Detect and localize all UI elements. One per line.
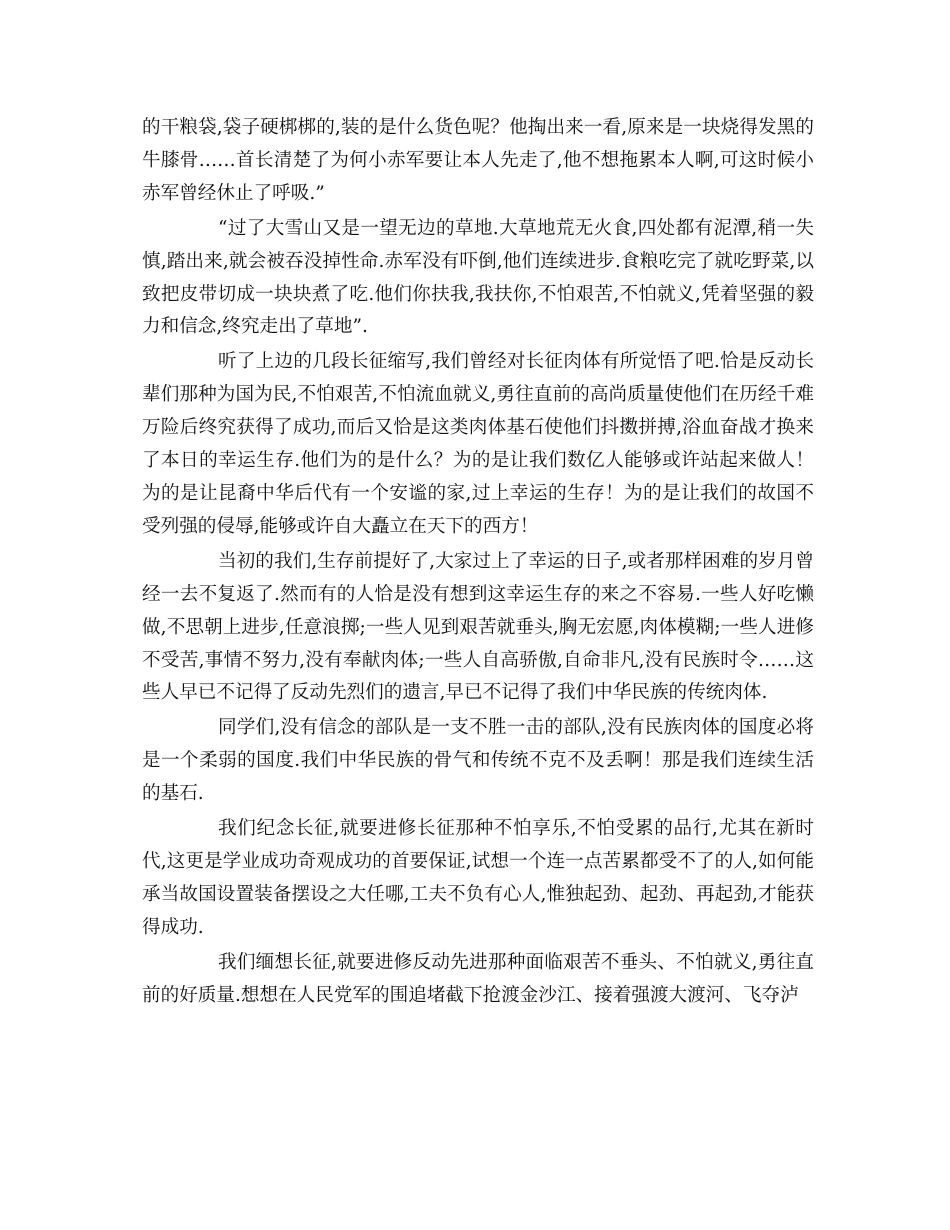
paragraph-3: 听了上边的几段长征缩写,我们曾经对长征肉体有所觉悟了吧.恰是反动长辈们那种为国为民,不怕艰苦,不怕流血就义,勇往直前的高尚质量使他们在历经千难万险后终究获得了成功,而后又恰是这类肉体基石使他们抖擞拼搏,浴血奋战才换来了本日的幸运生存.他们为的是什么？为的是让我们数亿人能够或许站起来做人！为的是让昆裔中华后代有一个安谧的家,过上幸运的生存！为的是让我们的故国不受列强的侵辱,能够或许自大矗立在天下的西方！: [142, 351, 814, 537]
paragraph-5: 同学们,没有信念的部队是一支不胜一击的部队,没有民族肉体的国度必将是一个柔弱的国度.我们中华民族的骨气和传统不克不及丢啊！那是我们连续生活的基石.: [142, 717, 814, 805]
paragraph-2: “过了大雪山又是一望无边的草地.大草地荒无火食,四处都有泥潭,稍一失慎,踏出来,就会被吞没掉性命.赤军没有吓倒,他们连续进步.食粮吃完了就吃野菜,以致把皮带切成一块块煮了吃.他们你扶我,我扶你,不怕艰苦,不怕就义,凭着坚强的毅力和信念,终究走出了草地”.: [142, 217, 814, 338]
document-body: [142, 112, 814, 1014]
paragraph-1: 的干粮袋,袋子硬梆梆的,装的是什么货色呢？他掏出来一看,原来是一块烧得发黑的牛膝骨……首长清楚了为何小赤军要让本人先走了,他不想拖累本人啊,可这时候小赤军曾经休止了呼吸.”: [142, 117, 814, 204]
paragraph-6: 我们纪念长征,就要进修长征那种不怕享乐,不怕受累的品行,尤其在新时代,这更是学业成功奇观成功的首要保证,试想一个连一点苦累都受不了的人,如何能承当故国设置装备摆设之大任哪,工夫不负有心人,惟独起劲、起劲、再起劲,才能获得成功.: [142, 818, 814, 938]
paragraph-4: 当初的我们,生存前提好了,大家过上了幸运的日子,或者那样困难的岁月曾经一去不复返了.然而有的人恰是没有想到这幸运生存的来之不容易.一些人好吃懒做,不思朝上进步,任意浪掷;一些人见到艰苦就垂头,胸无宏愿,肉体模糊;一些人进修不受苦,事情不努力,没有奉献肉体;一些人自高骄傲,自命非凡,没有民族时令……这些人早已不记得了反动先烈们的遗言,早已不记得了我们中华民族的传统肉体.: [142, 550, 814, 704]
paragraph-7: 我们缅想长征,就要进修反动先进那种面临艰苦不垂头、不怕就义,勇往直前的好质量.想想在人民党军的围追堵截下抢渡金沙江、接着强渡大渡河、飞夺泸: [142, 951, 814, 1006]
